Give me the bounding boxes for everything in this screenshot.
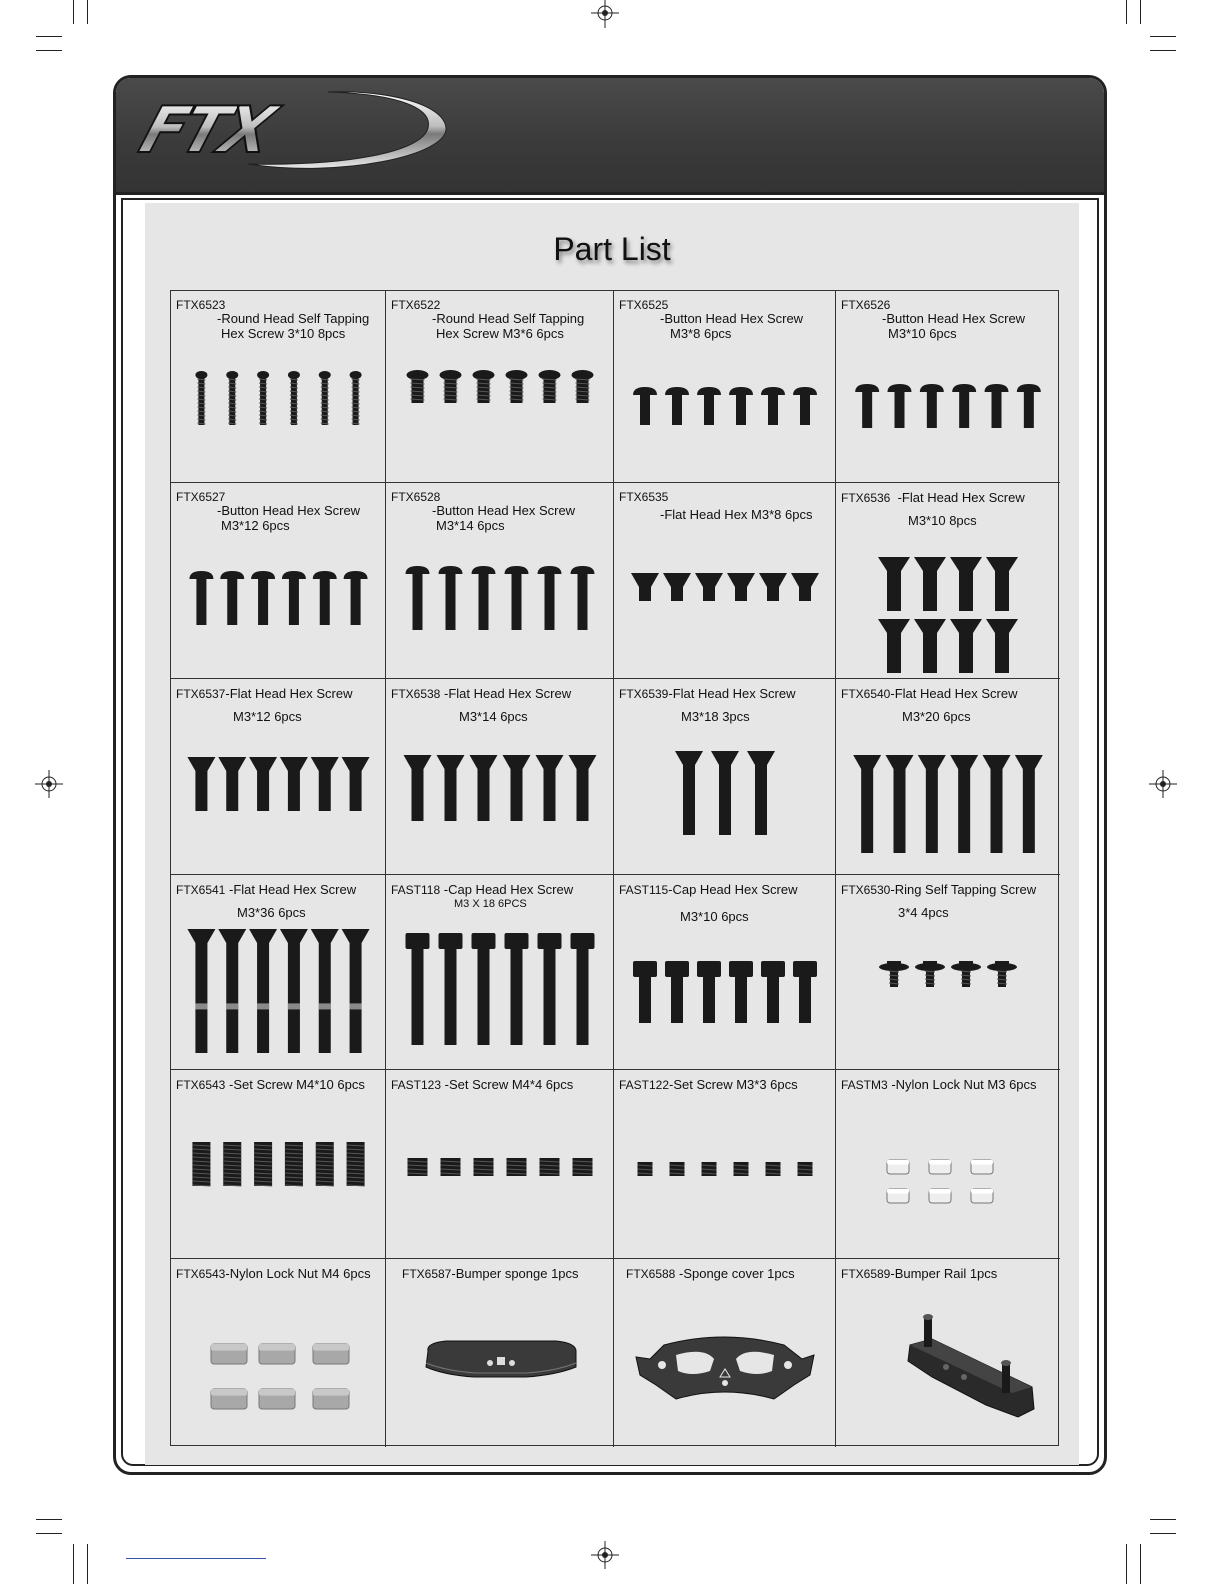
screw [798, 1162, 813, 1176]
screw [280, 757, 308, 811]
screw [759, 573, 787, 601]
screw-image [386, 679, 614, 875]
screw [282, 571, 306, 625]
screw [695, 573, 723, 601]
part-label: FTX6540-Flat Head Hex Screw [841, 686, 1018, 701]
part-cell [171, 1259, 386, 1447]
part-cell [614, 1070, 836, 1259]
screw [347, 1142, 365, 1186]
screw-image [614, 483, 836, 679]
crop-mark [1126, 1544, 1127, 1584]
screw [311, 757, 339, 811]
parts-grid [170, 290, 1059, 1446]
part-cell [836, 291, 1060, 483]
screw [506, 370, 528, 403]
screw [311, 929, 339, 1053]
part-label: FTX6588 -Sponge cover 1pcs [626, 1266, 795, 1281]
part-code: FTX6527 [176, 490, 226, 504]
screw [505, 566, 529, 630]
part-size: M3*10 8pcs [908, 513, 977, 528]
screw-image [386, 875, 614, 1070]
screw [986, 557, 1018, 673]
screw [220, 571, 244, 625]
screw [538, 566, 562, 630]
screw [342, 757, 370, 811]
crop-mark [87, 1544, 88, 1584]
screw [507, 1158, 527, 1176]
screw [350, 371, 362, 425]
screw [747, 751, 775, 835]
screw [888, 384, 912, 428]
screw [985, 384, 1009, 428]
crop-mark [1150, 1533, 1176, 1534]
screw [697, 387, 721, 425]
screw [187, 929, 215, 1053]
screw [734, 1162, 749, 1176]
crop-mark [1140, 0, 1141, 24]
screw [675, 751, 703, 835]
screw [313, 571, 337, 625]
screw-image [836, 291, 1060, 483]
part-cell [171, 679, 386, 875]
part-label: FTX6589-Bumper Rail 1pcs [841, 1266, 998, 1281]
part-description: -Button Head Hex Screw M3*10 6pcs [882, 311, 1026, 341]
crop-mark [36, 36, 62, 37]
screw [665, 961, 689, 1023]
screw [223, 1142, 241, 1186]
screw [633, 387, 657, 425]
screw [791, 573, 819, 601]
part-cell [614, 679, 836, 875]
screw [670, 1162, 685, 1176]
screw [761, 387, 785, 425]
part-label: FAST123 -Set Screw M4*4 6pcs [391, 1077, 574, 1092]
screw [249, 757, 277, 811]
part-label: FAST115-Cap Head Hex Screw [619, 882, 798, 897]
screw [920, 384, 944, 428]
screw [251, 571, 275, 625]
part-cell [836, 875, 1060, 1070]
screw [280, 929, 308, 1053]
part-cell [171, 291, 386, 483]
screw-image [614, 1070, 836, 1259]
screw [793, 387, 817, 425]
screw-image [614, 291, 836, 483]
part-description: -Round Head Self Tapping Hex Screw M3*6 6pcs [432, 311, 585, 341]
screw [761, 961, 785, 1023]
registration-mark-icon [35, 770, 63, 798]
screw-image [386, 1070, 614, 1259]
screw [538, 933, 562, 1045]
nut [313, 1389, 349, 1409]
screw [441, 1158, 461, 1176]
screw [195, 371, 207, 425]
nut [211, 1344, 247, 1364]
part-cell [386, 1070, 614, 1259]
ftx-logo [128, 86, 458, 182]
screw [473, 370, 495, 403]
screw [697, 961, 721, 1023]
screw [1015, 755, 1043, 853]
part-cell [836, 679, 1060, 875]
screw [915, 961, 945, 987]
registration-mark-icon [591, 1541, 619, 1569]
part-size: M3*14 6pcs [459, 709, 528, 724]
screw [914, 557, 946, 673]
part-cell [171, 875, 386, 1070]
part-size: M3*10 6pcs [680, 909, 749, 924]
nut [971, 1189, 993, 1203]
screw [793, 961, 817, 1023]
crop-mark [1150, 50, 1176, 51]
screw [319, 371, 331, 425]
crop-mark [1150, 36, 1176, 37]
part-cell [614, 875, 836, 1070]
screw [572, 370, 594, 403]
part-label: FAST122-Set Screw M3*3 6pcs [619, 1077, 798, 1092]
part-description: -Round Head Self Tapping Hex Screw 3*10 8pcs [217, 311, 370, 341]
registration-mark-icon [591, 0, 619, 28]
page-frame [113, 75, 1107, 1475]
part-code: FTX6535 [619, 490, 669, 504]
screw [918, 755, 946, 853]
screw-image [614, 875, 836, 1070]
screw-image [171, 875, 386, 1070]
part-code: FTX6523 [176, 298, 226, 312]
svg-text:FTX: FTX [131, 93, 281, 168]
screw [257, 371, 269, 425]
screw [407, 370, 429, 403]
part-size: M3*36 6pcs [237, 905, 306, 920]
nut [929, 1160, 951, 1174]
screw [540, 1158, 560, 1176]
screw [226, 371, 238, 425]
screw [344, 571, 368, 625]
part-label: FTX6587-Bumper sponge 1pcs [402, 1266, 579, 1281]
crop-mark [73, 0, 74, 24]
screw [886, 755, 914, 853]
screw [439, 933, 463, 1045]
part-label: FTX6539-Flat Head Hex Screw [619, 686, 796, 701]
screw [539, 370, 561, 403]
screw [406, 566, 430, 630]
part-code: FTX6526 [841, 298, 891, 312]
screw [665, 387, 689, 425]
crop-mark [36, 1519, 62, 1520]
screw [249, 929, 277, 1053]
screw [729, 961, 753, 1023]
part-label: FTX6543 -Set Screw M4*10 6pcs [176, 1077, 365, 1092]
screw [404, 755, 432, 821]
part-label: FTX6538 -Flat Head Hex Screw [391, 686, 572, 701]
screw [987, 961, 1017, 987]
part-cell [386, 1259, 614, 1447]
part-description: -Button Head Hex Screw M3*12 6pcs [217, 503, 361, 533]
part-size: M3 X 18 6PCS [454, 898, 527, 910]
screw [472, 566, 496, 630]
part-label: FTX6543-Nylon Lock Nut M4 6pcs [176, 1266, 371, 1281]
part-cell [836, 1070, 1060, 1259]
screw [952, 384, 976, 428]
sponge-cover-image [614, 1259, 836, 1447]
screw [187, 757, 215, 811]
crop-mark [36, 1533, 62, 1534]
screw [440, 370, 462, 403]
part-cell [614, 291, 836, 483]
part-cell [171, 1070, 386, 1259]
part-cell [614, 1259, 836, 1447]
screw-image [171, 679, 386, 875]
screw [505, 933, 529, 1045]
header-bar [116, 78, 1104, 195]
screw [950, 557, 982, 673]
screw-image [171, 1070, 386, 1259]
screw [218, 757, 246, 811]
screw [406, 933, 430, 1045]
part-size: 3*4 4pcs [898, 905, 949, 920]
screw [729, 387, 753, 425]
part-code: FTX6522 [391, 298, 441, 312]
screw [663, 573, 691, 601]
screw [439, 566, 463, 630]
part-label: FTX6537-Flat Head Hex Screw [176, 686, 353, 701]
crop-mark [73, 1544, 74, 1584]
crop-mark [87, 0, 88, 24]
screw [983, 755, 1011, 853]
nut [887, 1160, 909, 1174]
screw [950, 755, 978, 853]
screw-image [386, 291, 614, 483]
part-cell [386, 679, 614, 875]
part-description: -Button Head Hex Screw M3*14 6pcs [432, 503, 576, 533]
nut [313, 1344, 349, 1364]
part-list-panel [145, 203, 1079, 1465]
part-label: FASTM3 -Nylon Lock Nut M3 6pcs [841, 1077, 1037, 1092]
crop-mark [36, 50, 62, 51]
part-description: -Button Head Hex Screw M3*8 6pcs [660, 311, 804, 341]
screw [766, 1162, 781, 1176]
nut [887, 1189, 909, 1203]
screw [192, 1142, 210, 1186]
screw [727, 573, 755, 601]
nut [971, 1160, 993, 1174]
screw-image [386, 483, 614, 679]
screw-image [614, 679, 836, 875]
nut [211, 1389, 247, 1409]
nut-image [836, 1070, 1060, 1259]
screw [437, 755, 465, 821]
screw [474, 1158, 494, 1176]
part-cell [614, 483, 836, 679]
nut-image [171, 1259, 386, 1447]
screw [569, 755, 597, 821]
screw [878, 557, 910, 673]
screw [288, 371, 300, 425]
screw-image [836, 483, 1060, 679]
bumper-sponge-image [386, 1259, 614, 1447]
screw [631, 573, 659, 601]
screw [189, 571, 213, 625]
screw-image [171, 291, 386, 483]
screw [702, 1162, 717, 1176]
nut [929, 1189, 951, 1203]
bumper-rail-image [836, 1259, 1060, 1447]
screw [1017, 384, 1041, 428]
part-description: -Flat Head Hex M3*8 6pcs [660, 507, 813, 522]
screw [855, 384, 879, 428]
screw [316, 1142, 334, 1186]
part-cell [836, 1259, 1060, 1447]
nut [259, 1344, 295, 1364]
page-title: Part List [553, 231, 671, 267]
screw [536, 755, 564, 821]
crop-mark [1140, 1544, 1141, 1584]
screw [711, 751, 739, 835]
screw [285, 1142, 303, 1186]
screw [254, 1142, 272, 1186]
screw-image [171, 483, 386, 679]
part-label: FTX6536 -Flat Head Hex Screw [841, 490, 1025, 505]
part-label: FTX6530-Ring Self Tapping Screw [841, 882, 1037, 897]
screw [633, 961, 657, 1023]
screw [408, 1158, 428, 1176]
screw [571, 933, 595, 1045]
screw [470, 755, 498, 821]
part-size: M3*18 3pcs [681, 709, 750, 724]
footer-rule [126, 1558, 266, 1559]
part-size: M3*20 6pcs [902, 709, 971, 724]
screw [573, 1158, 593, 1176]
part-label: FTX6541 -Flat Head Hex Screw [176, 882, 357, 897]
part-cell [386, 483, 614, 679]
part-code: FTX6528 [391, 490, 441, 504]
part-code: FTX6525 [619, 298, 669, 312]
part-cell [386, 875, 614, 1070]
registration-mark-icon [1149, 770, 1177, 798]
crop-mark [1126, 0, 1127, 24]
screw [472, 933, 496, 1045]
screw [342, 929, 370, 1053]
screw-image [836, 875, 1060, 1070]
screw [853, 755, 881, 853]
part-cell [836, 483, 1060, 679]
part-cell [386, 291, 614, 483]
part-cell [171, 483, 386, 679]
nut [259, 1389, 295, 1409]
screw-image [836, 679, 1060, 875]
screw [638, 1162, 653, 1176]
crop-mark [1150, 1519, 1176, 1520]
screw [879, 961, 909, 987]
screw [503, 755, 531, 821]
part-size: M3*12 6pcs [233, 709, 302, 724]
screw [571, 566, 595, 630]
screw [218, 929, 246, 1053]
part-label: FAST118 -Cap Head Hex Screw [391, 882, 574, 897]
screw [951, 961, 981, 987]
